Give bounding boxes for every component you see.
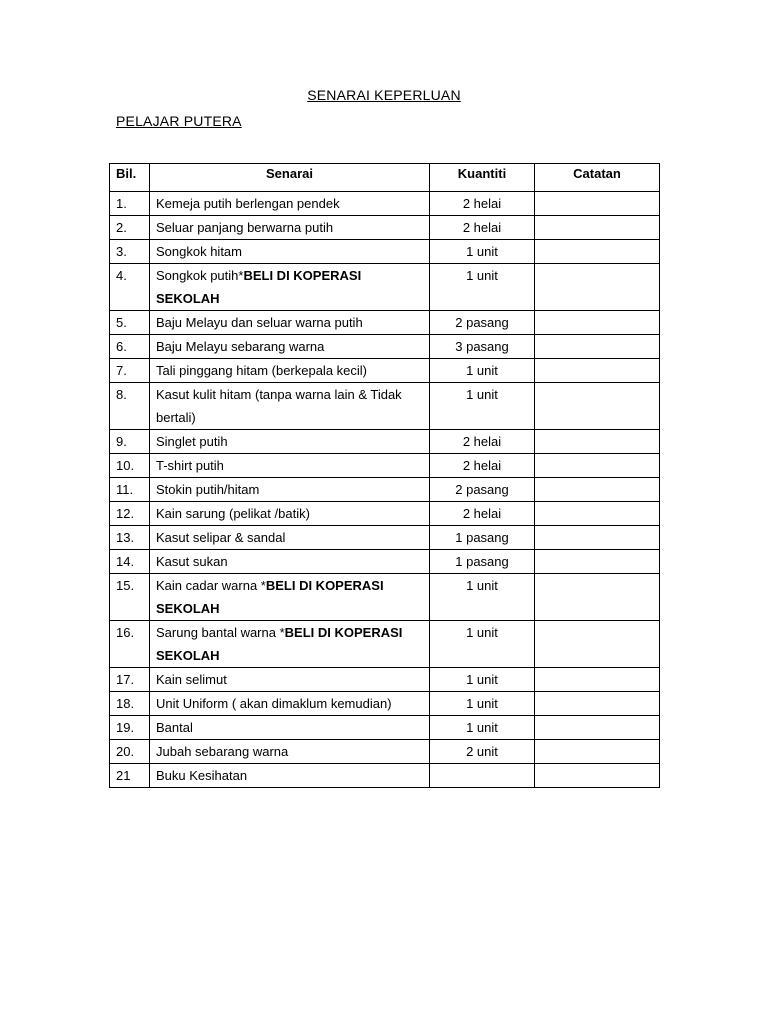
row-item	[150, 740, 430, 764]
row-item	[150, 311, 430, 335]
row-number: 3.	[110, 240, 150, 264]
table-row	[110, 335, 660, 359]
row-item-text: Kasut selipar & sandal	[156, 530, 286, 545]
row-item	[150, 430, 430, 454]
row-item-text: Kasut kulit hitam (tanpa warna lain & Tidak bertali)	[156, 387, 402, 425]
table-row	[110, 359, 660, 383]
row-quantity: 1 unit	[430, 668, 535, 692]
row-number: 1.	[110, 192, 150, 216]
table-header-row	[110, 164, 660, 192]
table-row	[110, 240, 660, 264]
row-item-text: Jubah sebarang warna	[156, 744, 289, 759]
row-item	[150, 574, 430, 621]
table-row	[110, 454, 660, 478]
row-number: 21	[110, 764, 150, 788]
row-quantity: 2 helai	[430, 502, 535, 526]
row-item	[150, 192, 430, 216]
row-item-text: T-shirt putih	[156, 458, 224, 473]
row-number: 18.	[110, 692, 150, 716]
row-number: 14.	[110, 550, 150, 574]
table-row	[110, 716, 660, 740]
koperasi-note: BELI DI KOPERASI SEKOLAH	[156, 578, 384, 616]
row-note	[535, 502, 660, 526]
row-note	[535, 311, 660, 335]
row-item-text: Tali pinggang hitam (berkepala kecil)	[156, 363, 368, 378]
table-row	[110, 216, 660, 240]
row-number: 11.	[110, 478, 150, 502]
row-note	[535, 478, 660, 502]
row-quantity: 2 helai	[430, 430, 535, 454]
row-item	[150, 526, 430, 550]
row-item-text: Kain cadar warna *	[156, 578, 266, 593]
row-item	[150, 216, 430, 240]
document-title: SENARAI KEPERLUAN	[307, 87, 461, 103]
row-item	[150, 550, 430, 574]
row-item-text: Stokin putih/hitam	[156, 482, 260, 497]
row-item	[150, 240, 430, 264]
row-item	[150, 716, 430, 740]
row-item-text: Seluar panjang berwarna putih	[156, 220, 334, 235]
row-note	[535, 359, 660, 383]
row-quantity: 2 pasang	[430, 478, 535, 502]
row-item-text: Singlet putih	[156, 434, 228, 449]
row-number: 9.	[110, 430, 150, 454]
table-row	[110, 311, 660, 335]
row-quantity: 1 pasang	[430, 550, 535, 574]
row-quantity: 1 unit	[430, 359, 535, 383]
row-item-text: Kain sarung (pelikat /batik)	[156, 506, 310, 521]
row-item-text: Baju Melayu dan seluar warna putih	[156, 315, 363, 330]
table-row	[110, 502, 660, 526]
row-item	[150, 692, 430, 716]
row-quantity: 1 unit	[430, 621, 535, 668]
row-number: 12.	[110, 502, 150, 526]
row-note	[535, 216, 660, 240]
header-catatan: Catatan	[535, 164, 660, 192]
row-quantity: 2 unit	[430, 740, 535, 764]
table-row	[110, 526, 660, 550]
row-note	[535, 192, 660, 216]
row-quantity: 3 pasang	[430, 335, 535, 359]
row-item	[150, 383, 430, 430]
row-number: 13.	[110, 526, 150, 550]
row-quantity: 2 pasang	[430, 311, 535, 335]
row-number: 6.	[110, 335, 150, 359]
row-quantity: 1 unit	[430, 716, 535, 740]
row-item-text: Buku Kesihatan	[156, 768, 248, 783]
koperasi-note: BELI DI KOPERASI SEKOLAH	[156, 625, 403, 663]
row-note	[535, 454, 660, 478]
row-note	[535, 335, 660, 359]
row-item	[150, 621, 430, 668]
row-note	[535, 740, 660, 764]
table-body	[110, 192, 660, 788]
table-row	[110, 621, 660, 668]
row-number: 5.	[110, 311, 150, 335]
koperasi-note: BELI DI KOPERASI SEKOLAH	[156, 268, 362, 306]
row-item	[150, 502, 430, 526]
row-number: 2.	[110, 216, 150, 240]
row-item-text: Songkok putih*	[156, 268, 244, 283]
row-item-text: Sarung bantal warna *	[156, 625, 285, 640]
header-senarai: Senarai	[150, 164, 430, 192]
table-row	[110, 478, 660, 502]
row-quantity: 2 helai	[430, 454, 535, 478]
table-row	[110, 740, 660, 764]
row-note	[535, 550, 660, 574]
requirements-table	[109, 163, 660, 788]
row-note	[535, 716, 660, 740]
row-item	[150, 454, 430, 478]
table-row	[110, 668, 660, 692]
row-number: 10.	[110, 454, 150, 478]
row-item	[150, 264, 430, 311]
row-number: 15.	[110, 574, 150, 621]
row-quantity: 2 helai	[430, 216, 535, 240]
row-item-text: Unit Uniform ( akan dimaklum kemudian)	[156, 696, 392, 711]
row-note	[535, 621, 660, 668]
row-item	[150, 668, 430, 692]
row-note	[535, 574, 660, 621]
row-quantity: 1 unit	[430, 383, 535, 430]
table-row	[110, 764, 660, 788]
row-item-text: Baju Melayu sebarang warna	[156, 339, 325, 354]
row-number: 8.	[110, 383, 150, 430]
row-item-text: Kemeja putih berlengan pendek	[156, 196, 340, 211]
row-quantity	[430, 764, 535, 788]
row-quantity: 1 pasang	[430, 526, 535, 550]
row-item-text: Kain selimut	[156, 672, 227, 687]
row-number: 20.	[110, 740, 150, 764]
row-item	[150, 359, 430, 383]
row-number: 7.	[110, 359, 150, 383]
row-item	[150, 478, 430, 502]
header-kuantiti: Kuantiti	[430, 164, 535, 192]
row-note	[535, 240, 660, 264]
row-item-text: Kasut sukan	[156, 554, 228, 569]
row-number: 4.	[110, 264, 150, 311]
row-item	[150, 764, 430, 788]
table-row	[110, 692, 660, 716]
row-number: 16.	[110, 621, 150, 668]
row-note	[535, 526, 660, 550]
row-number: 17.	[110, 668, 150, 692]
row-item-text: Songkok hitam	[156, 244, 242, 259]
row-note	[535, 264, 660, 311]
table-row	[110, 264, 660, 311]
row-note	[535, 692, 660, 716]
row-item-text: Bantal	[156, 720, 193, 735]
row-note	[535, 764, 660, 788]
row-quantity: 1 unit	[430, 692, 535, 716]
row-note	[535, 430, 660, 454]
row-quantity: 2 helai	[430, 192, 535, 216]
table-row	[110, 192, 660, 216]
header-bil: Bil.	[110, 164, 150, 192]
row-number: 19.	[110, 716, 150, 740]
table-row	[110, 383, 660, 430]
row-item	[150, 335, 430, 359]
table-row	[110, 574, 660, 621]
row-quantity: 1 unit	[430, 240, 535, 264]
table-row	[110, 550, 660, 574]
row-note	[535, 383, 660, 430]
table-row	[110, 430, 660, 454]
row-quantity: 1 unit	[430, 264, 535, 311]
document-subtitle: PELAJAR PUTERA	[116, 113, 242, 129]
row-note	[535, 668, 660, 692]
row-quantity: 1 unit	[430, 574, 535, 621]
